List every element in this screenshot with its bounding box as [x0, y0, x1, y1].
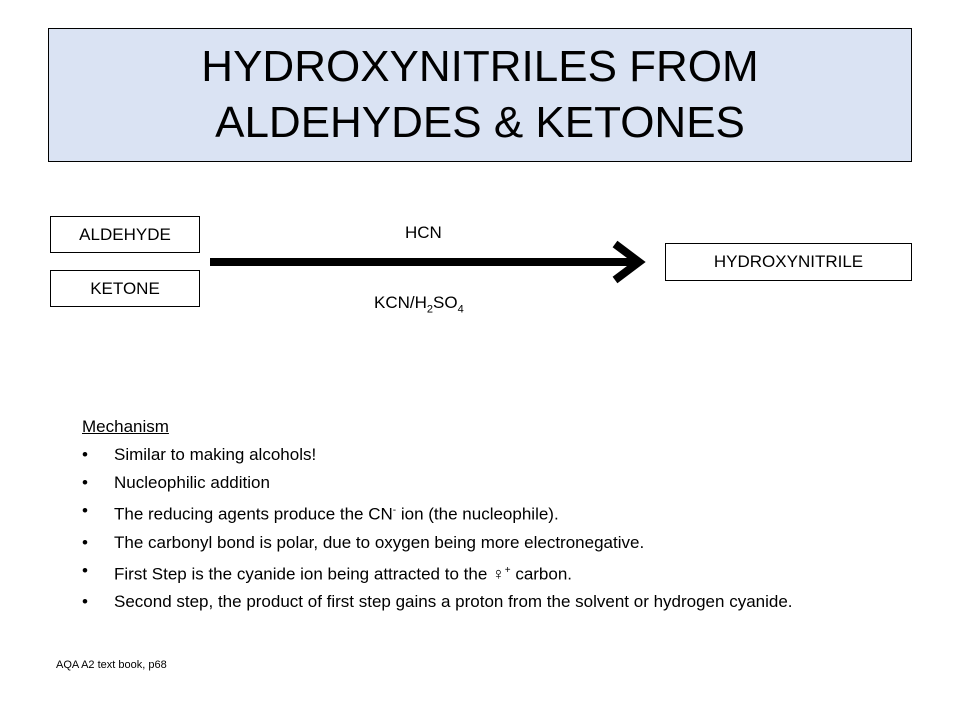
mechanism-item-text: Similar to making alcohols!: [114, 445, 317, 464]
slide-title: HYDROXYNITRILES FROM ALDEHYDES & KETONES: [201, 42, 759, 147]
mechanism-item: [82, 588, 922, 616]
mechanism-item: [82, 441, 922, 469]
mechanism-heading: Mechanism: [82, 417, 169, 436]
reagent-kcn-h2so4: [374, 293, 464, 315]
product-box: [665, 243, 912, 281]
bullet-icon: •: [82, 445, 88, 464]
bullet-icon: •: [82, 501, 88, 520]
mechanism-item-text-after: carbon.: [510, 564, 573, 584]
reagent-mid: SO: [433, 293, 458, 312]
reagent-subscript-2: 2: [426, 303, 434, 316]
aldehyde-label: ALDEHYDE: [79, 224, 171, 244]
mechanism-item-text: The reducing agents produce the CN: [114, 504, 393, 524]
mechanism-item-text: The carbonyl bond is polar, due to oxygen being more electronegative.: [114, 532, 645, 552]
mechanism-item-text-after: ion (the nucleophile).: [396, 504, 559, 524]
mechanism-item: [82, 497, 922, 529]
bullet-icon: •: [82, 592, 88, 612]
bullet-icon: •: [82, 560, 88, 580]
mechanism-item-text: Second step, the product of first step gains a proton from the solvent or hydrogen cyanide.: [114, 592, 793, 612]
reaction-arrow: [205, 240, 655, 290]
ketone-box: [50, 270, 200, 307]
cyanide-charge: -: [392, 505, 397, 516]
mechanism-item: [82, 469, 922, 497]
mechanism-list: [82, 441, 922, 616]
source-reference: AQA A2 text book, p68: [56, 659, 167, 671]
mechanism-item-text: Nucleophilic addition: [114, 473, 270, 492]
reagent-hcn: HCN: [405, 223, 442, 242]
mechanism-item: [82, 529, 922, 557]
product-label: HYDROXYNITRILE: [713, 252, 864, 271]
bullet-icon: •: [82, 532, 88, 552]
bullet-icon: •: [82, 473, 88, 492]
mechanism-item: [82, 557, 922, 589]
aldehyde-box: [50, 216, 200, 253]
reagent-subscript-4: 4: [457, 303, 464, 316]
title-box: [48, 28, 912, 162]
ketone-label: KETONE: [90, 278, 160, 298]
partial-charge: +: [504, 564, 511, 576]
reagent-prefix: KCN/H: [374, 293, 427, 312]
mechanism-item-text: First Step is the cyanide ion being attracted to the ♀: [114, 564, 505, 584]
mechanism-section: [82, 413, 922, 616]
